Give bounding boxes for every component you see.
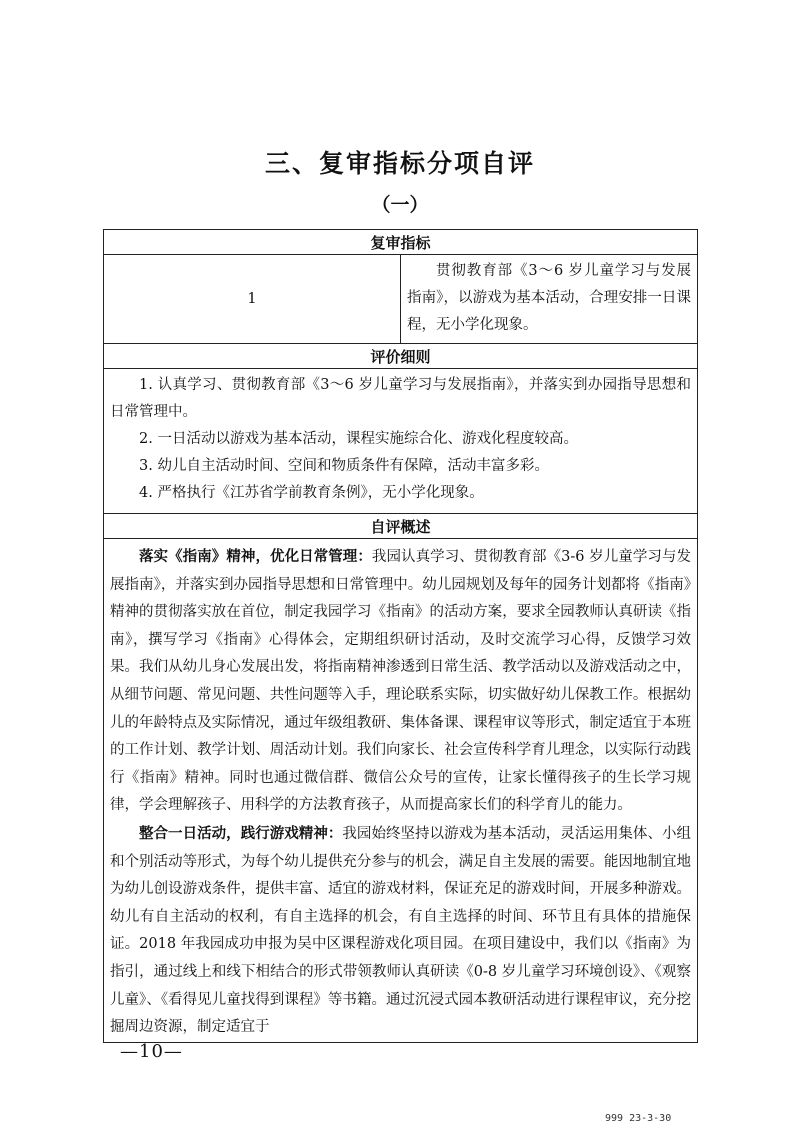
- rules-header: 评价细则: [104, 344, 698, 369]
- indicator-text: 贯彻教育部《3～6 岁儿童学习与发展指南》，以游戏为基本活动，合理安排一日课程，无小学化现象。: [401, 255, 698, 344]
- scan-stamp: 999 23-3-30: [605, 1113, 672, 1124]
- indicator-row: [104, 255, 698, 344]
- summary-row: [104, 539, 698, 1043]
- page-number: —10—: [120, 1041, 183, 1062]
- rule-item: 1. 认真学习、贯彻教育部《3～6 岁儿童学习与发展指南》，并落实到办园指导思想和日常管理中。: [110, 377, 691, 420]
- item-number: 1: [104, 255, 401, 344]
- rules-list: [104, 369, 698, 514]
- paragraph-text: 我园始终坚持以游戏为基本活动，灵活运用集体、小组和个别活动等形式，为每个幼儿提供充分参与的机会，满足自主发展的需要。能因地制宜地为幼儿创设游戏条件，提供丰富、适宜的游戏材料，保证充足的游戏时间，开展多种游戏。幼儿有自主活动的权利，有自主选择的机会，有自主选择的时间、环节且有具体的措施保证。2018 年我园成功申报为吴中区课程游戏化项目园。在项目建设中，我们以《指南》为指引，通过线上和线下相结合的形式带领教师认真研读《0-8 岁儿童学习环境创设》、《观察儿童》、《看得见儿童找得到课程》等书籍。通过沉浸式园本教研活动进行课程审议，充分挖掘周边资源，制定适宜于: [110, 825, 692, 1036]
- paragraph-lead: 落实《指南》精神，优化日常管理：: [139, 548, 372, 565]
- indicator-header: 复审指标: [104, 230, 698, 255]
- rules-header-row: [104, 344, 698, 369]
- rules-row: [104, 369, 698, 514]
- evaluation-table: [103, 229, 698, 1043]
- rule-item: 4. 严格执行《江苏省学前教育条例》，无小学化现象。: [139, 485, 484, 501]
- rule-item: 3. 幼儿自主活动时间、空间和物质条件有保障，活动丰富多彩。: [139, 458, 549, 474]
- rule-item: 2. 一日活动以游戏为基本活动，课程实施综合化、游戏化程度较高。: [139, 431, 578, 447]
- page-title: 三、复审指标分项自评: [264, 149, 535, 178]
- summary-paragraph: [110, 820, 691, 1042]
- summary-body: [104, 539, 698, 1043]
- summary-header: 自评概述: [104, 514, 698, 539]
- summary-paragraph: [110, 543, 691, 820]
- indicator-header-row: [104, 230, 698, 255]
- section-subtitle: （一）: [371, 194, 429, 216]
- paragraph-text: 我园认真学习、贯彻教育部《3-6 岁儿童学习与发展指南》，并落实到办园指导思想和日常管理中。幼儿园规划及每年的园务计划都将《指南》精神的贯彻落实放在首位，制定我园学习《指南》的活动方案，要求全园教师认真研读《指南》，撰写学习《指南》心得体会，定期组织研讨活动，及时交流学习心得，反馈学习效果。我们从幼儿身心发展出发，将指南精神渗透到日常生活、教学活动以及游戏活动之中，从细节问题、常见问题、共性问题等入手，理论联系实际，切实做好幼儿保教工作。根据幼儿的年龄特点及实际情况，通过年级组教研、集体备课、课程审议等形式，制定适宜于本班的工作计划、教学计划、周活动计划。我们向家长、社会宣传科学育儿理念，以实际行动践行《指南》精神。同时也通过微信群、微信公众号的宣传，让家长懂得孩子的生长学习规律，学会理解孩子、用科学的方法教育孩子，从而提高家长们的科学育儿的能力。: [110, 549, 691, 814]
- paragraph-lead: 整合一日活动，践行游戏精神：: [139, 824, 343, 842]
- summary-header-row: [104, 514, 698, 539]
